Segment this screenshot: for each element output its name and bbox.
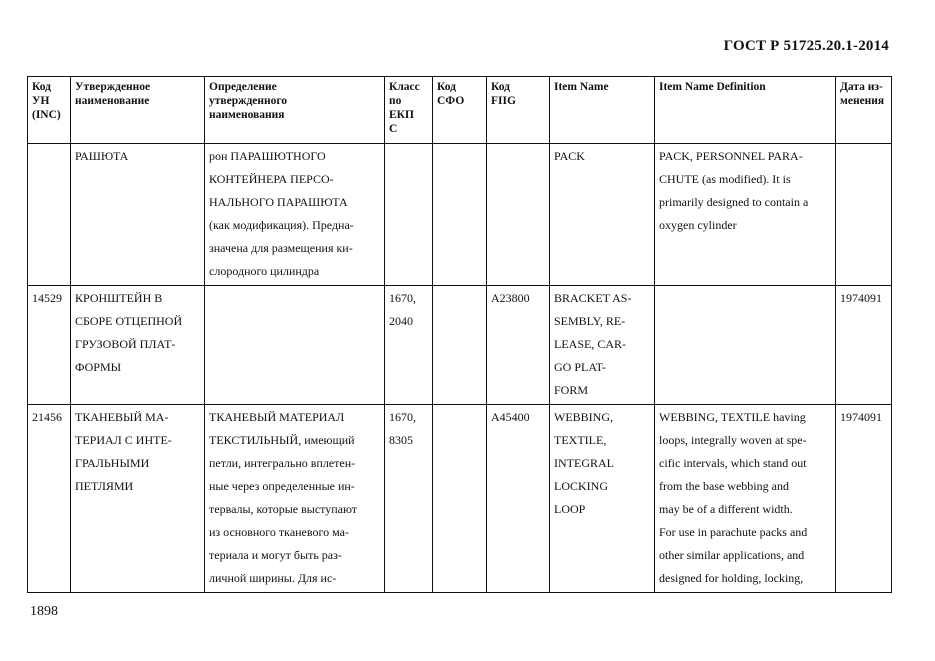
header-item-name: Item Name bbox=[550, 77, 655, 144]
document-code: ГОСТ Р 51725.20.1-2014 bbox=[723, 38, 889, 54]
cell-class: 1670, 8305 bbox=[385, 405, 433, 593]
cell-inc: 14529 bbox=[28, 286, 71, 405]
cell-definition bbox=[205, 286, 385, 405]
cell-sfo bbox=[433, 286, 487, 405]
cell-inc: 21456 bbox=[28, 405, 71, 593]
cell-fiig bbox=[487, 144, 550, 286]
cell-date: 1974091 bbox=[836, 286, 892, 405]
cell-date bbox=[836, 144, 892, 286]
cell-item-definition: WEBBING, TEXTILE having loops, integrally woven at spe- cific intervals, which stand out from the base webbing and may be of a different width. For use in parachute packs and other similar applications, and designed for holding, locking, bbox=[655, 405, 836, 593]
cell-fiig: A23800 bbox=[487, 286, 550, 405]
cell-sfo bbox=[433, 144, 487, 286]
header-fiig: Код FIIG bbox=[487, 77, 550, 144]
cell-class: 1670, 2040 bbox=[385, 286, 433, 405]
cell-fiig: A45400 bbox=[487, 405, 550, 593]
spec-table bbox=[27, 76, 892, 593]
cell-item-definition bbox=[655, 286, 836, 405]
cell-approved-name: ТКАНЕВЫЙ МА- ТЕРИАЛ С ИНТЕ- ГРАЛЬНЫМИ ПЕТЛЯМИ bbox=[71, 405, 205, 593]
header-sfo: Код СФО bbox=[433, 77, 487, 144]
page-number: 1898 bbox=[30, 604, 58, 619]
cell-item-name: PACK bbox=[550, 144, 655, 286]
header-inc: Код УН (INC) bbox=[28, 77, 71, 144]
header-class: Класс по ЕКП С bbox=[385, 77, 433, 144]
table-row bbox=[28, 405, 892, 593]
cell-item-name: WEBBING, TEXTILE, INTEGRAL LOCKING LOOP bbox=[550, 405, 655, 593]
header-item-definition: Item Name Definition bbox=[655, 77, 836, 144]
cell-class bbox=[385, 144, 433, 286]
table-row bbox=[28, 144, 892, 286]
table-header-row bbox=[28, 77, 892, 144]
cell-item-definition: PACK, PERSONNEL PARA- CHUTE (as modified). It is primarily designed to contain a oxygen cylinder bbox=[655, 144, 836, 286]
cell-date: 1974091 bbox=[836, 405, 892, 593]
header-date: Дата из- менения bbox=[836, 77, 892, 144]
header-approved-name: Утвержденное наименование bbox=[71, 77, 205, 144]
cell-approved-name: КРОНШТЕЙН В СБОРЕ ОТЦЕПНОЙ ГРУЗОВОЙ ПЛАТ- ФОРМЫ bbox=[71, 286, 205, 405]
cell-inc bbox=[28, 144, 71, 286]
cell-approved-name: РАШЮТА bbox=[71, 144, 205, 286]
cell-item-name: BRACKET AS- SEMBLY, RE- LEASE, CAR- GO PLAT- FORM bbox=[550, 286, 655, 405]
cell-definition: ТКАНЕВЫЙ МАТЕРИАЛ ТЕКСТИЛЬНЫЙ, имеющий петли, интегрально вплетен- ные через определенные ин- тервалы, которые выступают из основного тканевого ма- териала и могут быть раз- личной ширины. Для ис- bbox=[205, 405, 385, 593]
header-definition: Определение утвержденного наименования bbox=[205, 77, 385, 144]
cell-definition: рон ПАРАШЮТНОГО КОНТЕЙНЕРА ПЕРСО- НАЛЬНОГО ПАРАШЮТА (как модификация). Предна- значена для размещения ки- слородного цилиндра bbox=[205, 144, 385, 286]
cell-sfo bbox=[433, 405, 487, 593]
table-row bbox=[28, 286, 892, 405]
